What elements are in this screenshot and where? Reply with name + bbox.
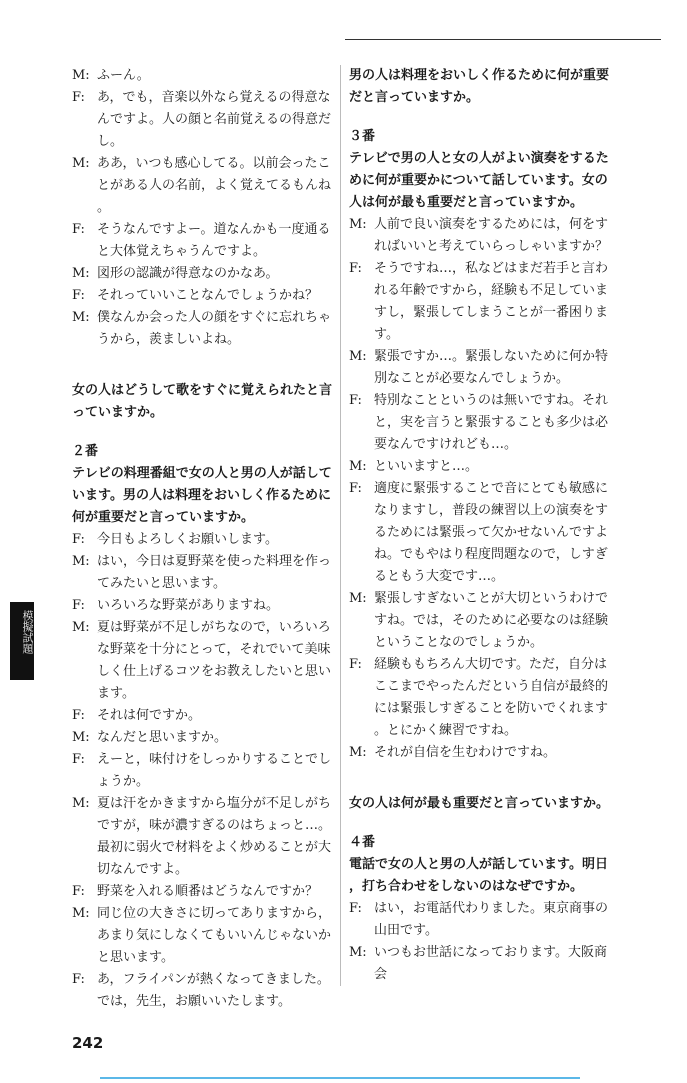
speaker-label: F: bbox=[72, 222, 85, 237]
dialogue-text: あ，でも，音楽以外なら覚えるの得意なんですよ。人の顔と名前覚えるの得意だし。 bbox=[97, 90, 332, 149]
speaker-label: F: bbox=[72, 708, 85, 723]
speaker-label: M: bbox=[72, 730, 90, 745]
dialogue-line bbox=[72, 307, 332, 351]
dialogue-text: 野菜を入れる順番はどうなんですか？ bbox=[97, 884, 319, 899]
dialogue-line bbox=[72, 969, 332, 1013]
question-1: 女の人はどうして歌をすぐに覚えられたと言っていますか。 bbox=[72, 383, 333, 420]
speaker-label: F: bbox=[72, 972, 85, 987]
speaker-label: F: bbox=[349, 901, 362, 916]
speaker-label: F: bbox=[349, 261, 362, 276]
speaker-label: M: bbox=[349, 591, 367, 606]
dialogue-text: といいますと…。 bbox=[374, 459, 479, 474]
dialogue-line bbox=[349, 742, 609, 764]
dialogue-text: はい，お電話代わりました。東京商事の山田です。 bbox=[374, 901, 609, 938]
dialogue-line bbox=[72, 793, 332, 881]
dialogue-text: えーと，味付けをしっかりすることでしょうか。 bbox=[97, 752, 332, 789]
dialogue-text: そうなんですよー。道なんかも一度通ると大体覚えちゃうんですよ。 bbox=[97, 222, 331, 259]
speaker-label: F: bbox=[72, 288, 85, 303]
question-2: 男の人は料理をおいしく作るために何が重要だと言っていますか。 bbox=[349, 68, 610, 105]
dialogue-line bbox=[72, 65, 332, 87]
speaker-label: F: bbox=[349, 481, 362, 496]
dialogue-line bbox=[72, 87, 332, 153]
dialogue-line bbox=[349, 478, 609, 588]
speaker-label: M: bbox=[72, 310, 90, 325]
speaker-label: M: bbox=[72, 156, 90, 171]
dialogue-line bbox=[72, 595, 332, 617]
dialogue-line bbox=[349, 456, 609, 478]
speaker-label: F: bbox=[349, 657, 362, 672]
intro-2: テレビの料理番組で女の人と男の人が話しています。男の人は料理をおいしく作るために何が重要だと言っていますか。 bbox=[72, 466, 332, 525]
intro-4: 電話で女の人と男の人が話しています。明日，打ち合わせをしないのはなぜですか。 bbox=[349, 857, 608, 894]
dialogue-text: 経験ももちろん大切です。ただ，自分はここまでやったんだという自信が最終的には緊張しすぎることを防いでくれます。とにかく練習ですね。 bbox=[374, 657, 609, 738]
dialogue-text: それっていいことなんでしょうかね？ bbox=[97, 288, 319, 303]
dialogue-text: ああ，いつも感心してる。以前会ったことがある人の名前，よく覚えてるもんね。 bbox=[97, 156, 332, 215]
dialogue-text: いろいろな野菜がありますね。 bbox=[97, 598, 280, 613]
speaker-label: F: bbox=[72, 598, 85, 613]
dialogue-1 bbox=[72, 65, 332, 351]
dialogue-text: そうですね…，私などはまだ若手と言われる年齢ですから，経験も不足していますし，緊張してしまうことが一番困ります。 bbox=[374, 261, 609, 342]
intro-3: テレビで男の人と女の人がよい演奏をするために何が重要かについて話しています。女の人は何が最も重要だと言っていますか。 bbox=[349, 151, 609, 210]
dialogue-line bbox=[72, 727, 332, 749]
dialogue-line bbox=[72, 219, 332, 263]
dialogue-text: 緊張しすぎないことが大切というわけですね。では，そのために必要なのは経験ということなのでしょうか。 bbox=[374, 591, 609, 650]
dialogue-text: 緊張ですか…。緊張しないために何か特別なことが必要なんでしょうか。 bbox=[374, 349, 609, 386]
question-3: 女の人は何が最も重要だと言っていますか。 bbox=[349, 796, 610, 811]
dialogue-text: それは何ですか。 bbox=[97, 708, 202, 723]
dialogue-text: 人前で良い演奏をするためには，何をすればいいと考えていらっしゃいますか？ bbox=[374, 217, 609, 254]
columns bbox=[72, 65, 687, 1013]
dialogue-line bbox=[72, 153, 332, 219]
dialogue-line bbox=[72, 263, 332, 285]
dialogue-line bbox=[349, 898, 609, 942]
speaker-label: M: bbox=[349, 217, 367, 232]
dialogue-line bbox=[72, 529, 332, 551]
heading-2: ２番 bbox=[72, 444, 99, 459]
dialogue-line bbox=[72, 551, 332, 595]
speaker-label: M: bbox=[72, 796, 90, 811]
dialogue-3 bbox=[349, 214, 609, 764]
dialogue-text: あ，フライパンが熱くなってきました。では，先生，お願いいたします。 bbox=[97, 972, 330, 1009]
left-column bbox=[72, 65, 332, 1013]
speaker-label: M: bbox=[72, 906, 90, 921]
speaker-label: M: bbox=[349, 945, 367, 960]
dialogue-text: ふーん。 bbox=[97, 68, 150, 83]
speaker-label: F: bbox=[72, 884, 85, 899]
speaker-label: F: bbox=[72, 752, 85, 767]
heading-3: ３番 bbox=[349, 129, 376, 144]
dialogue-line bbox=[349, 942, 609, 986]
dialogue-line bbox=[72, 705, 332, 727]
speaker-label: M: bbox=[349, 745, 367, 760]
dialogue-line bbox=[349, 214, 609, 258]
dialogue-text: 特別なことというのは無いですね。それと，実を言うと緊張することも多少は必要なんですけれども…。 bbox=[374, 393, 609, 452]
dialogue-line bbox=[72, 285, 332, 307]
dialogue-line bbox=[72, 903, 332, 969]
bottom-blue-line bbox=[100, 1077, 580, 1079]
dialogue-line bbox=[349, 258, 609, 346]
dialogue-text: 図形の認識が得意なのかなあ。 bbox=[97, 266, 279, 281]
dialogue-line bbox=[72, 749, 332, 793]
dialogue-line bbox=[349, 346, 609, 390]
dialogue-text: 適度に緊張することで音にとても敏感になりますし，普段の練習以上の演奏をするためには緊張って欠かせないんですよね。でもやはり程度問題なので，しすぎるともう大変です…。 bbox=[374, 481, 609, 584]
dialogue-line bbox=[349, 588, 609, 654]
dialogue-text: いつもお世話になっております。大阪商会 bbox=[374, 945, 607, 982]
dialogue-2 bbox=[72, 529, 332, 1013]
dialogue-text: 僕なんか会った人の顔をすぐに忘れちゃうから，羨ましいよね。 bbox=[97, 310, 332, 347]
dialogue-text: 夏は野菜が不足しがちなので，いろいろな野菜を十分にとって，それでいて美味しく仕上げるコツをお教えしたいと思います。 bbox=[97, 620, 332, 701]
speaker-label: M: bbox=[349, 459, 367, 474]
dialogue-text: 同じ位の大きさに切ってありますから，あまり気にしなくてもいいんじゃないかと思います。 bbox=[97, 906, 332, 965]
speaker-label: M: bbox=[72, 620, 90, 635]
dialogue-text: 今日もよろしくお願いします。 bbox=[97, 532, 278, 547]
dialogue-text: なんだと思いますか。 bbox=[97, 730, 228, 745]
side-tab: 模擬試題 bbox=[10, 602, 34, 680]
page-number: 242 bbox=[72, 1034, 104, 1052]
speaker-label: M: bbox=[72, 68, 90, 83]
dialogue-4 bbox=[349, 898, 609, 986]
speaker-label: F: bbox=[72, 532, 85, 547]
right-column bbox=[340, 65, 609, 986]
speaker-label: F: bbox=[349, 393, 362, 408]
dialogue-text: はい，今日は夏野菜を使った料理を作ってみたいと思います。 bbox=[97, 554, 332, 591]
speaker-label: M: bbox=[349, 349, 367, 364]
speaker-label: M: bbox=[72, 266, 90, 281]
dialogue-text: それが自信を生むわけですね。 bbox=[374, 745, 557, 760]
dialogue-line bbox=[72, 617, 332, 705]
dialogue-line bbox=[72, 881, 332, 903]
speaker-label: F: bbox=[72, 90, 85, 105]
speaker-label: M: bbox=[72, 554, 90, 569]
dialogue-line bbox=[349, 654, 609, 742]
heading-4: ４番 bbox=[349, 835, 376, 850]
dialogue-line bbox=[349, 390, 609, 456]
dialogue-text: 夏は汗をかきますから塩分が不足しがちですが，味が濃すぎるのはちょっと…。最初に弱火で材料をよく炒めることが大切なんですよ。 bbox=[97, 796, 332, 877]
